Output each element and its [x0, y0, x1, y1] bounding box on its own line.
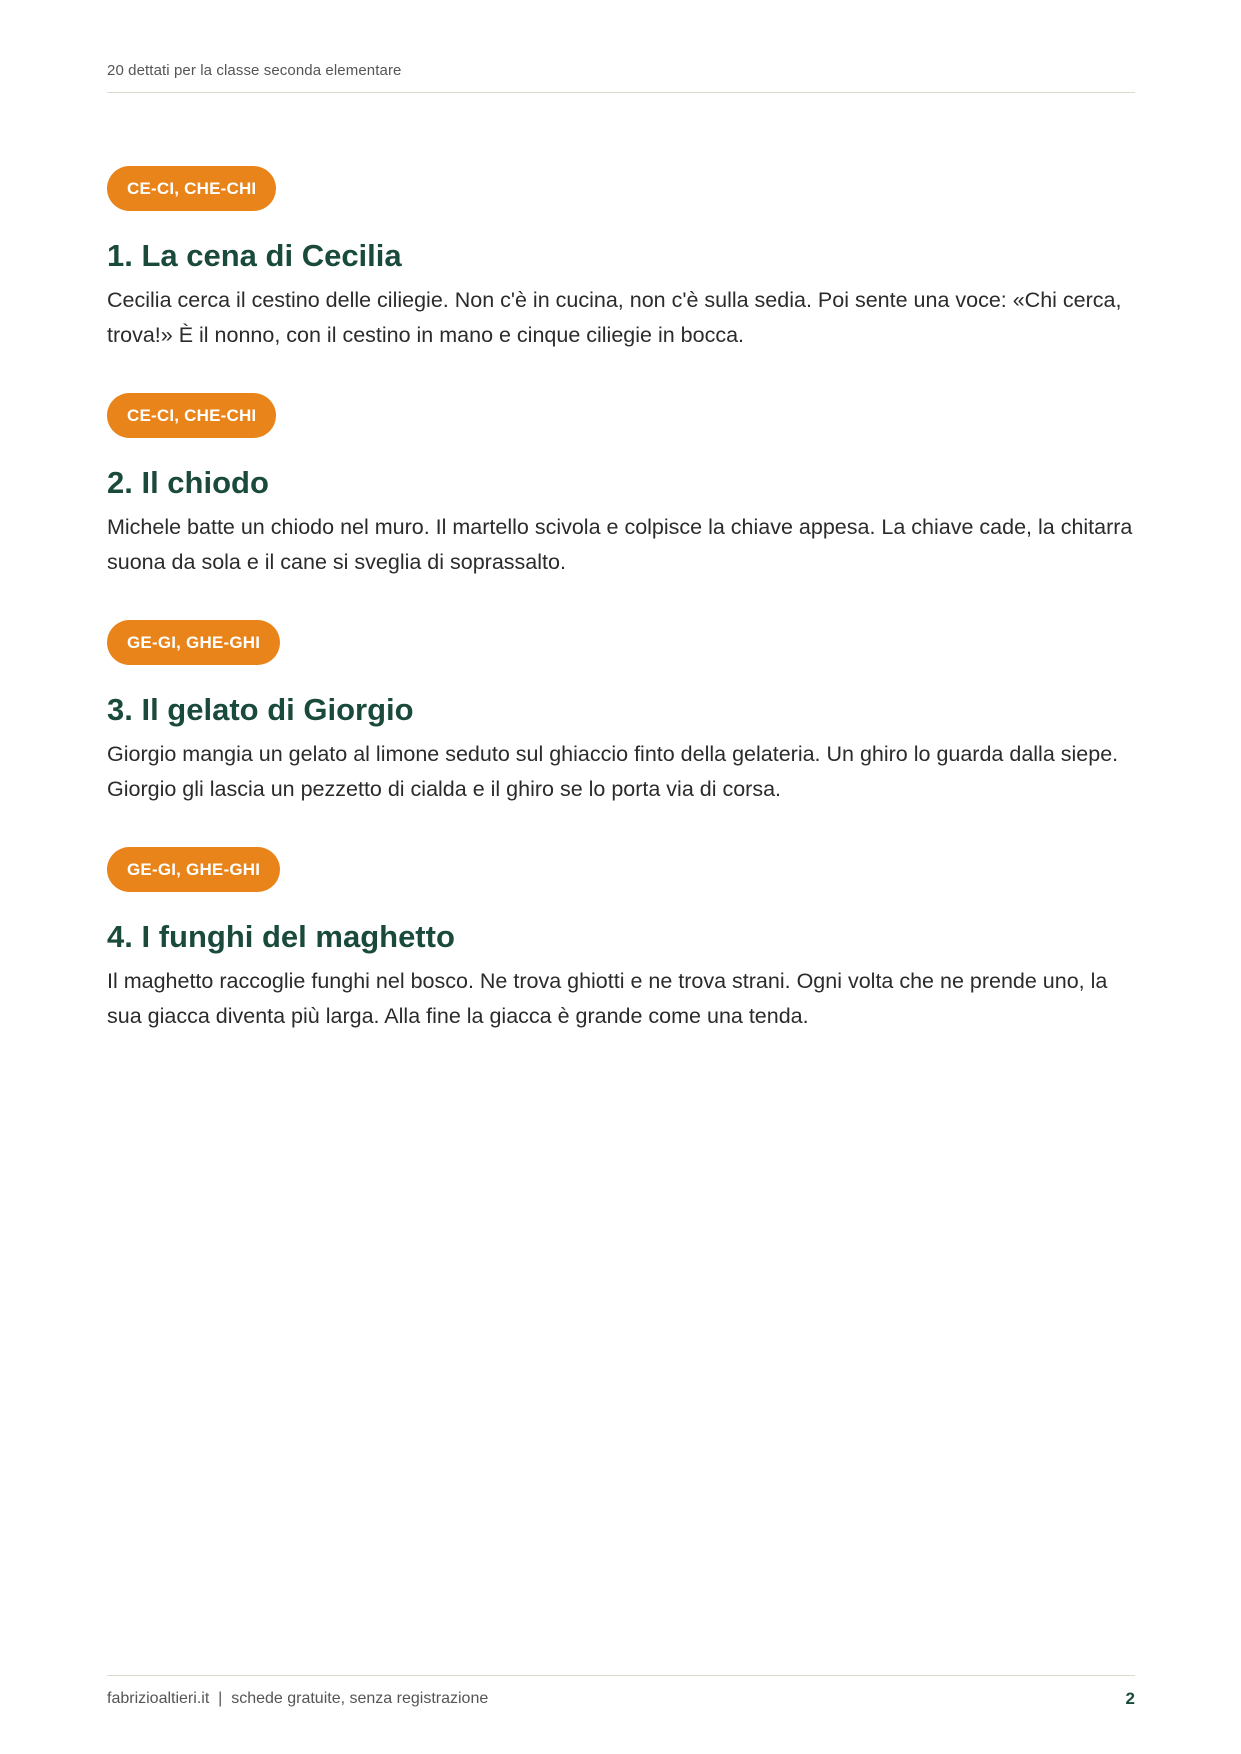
section-text: Giorgio mangia un gelato al limone seduto sul ghiaccio finto della gelateria. Un ghiro lo guarda dalla siepe. Giorgio gli lascia un pezzetto di cialda e il ghiro se lo porta via di corsa.	[107, 742, 1119, 802]
topic-tag: GE-GI, GHE-GHI	[107, 847, 280, 892]
page-header	[107, 62, 1135, 93]
section-title: 2. Il chiodo	[107, 465, 269, 501]
section-text: Cecilia cerca il cestino delle ciliegie. Non c'è in cucina, non c'è sulla sedia. Poi sente una voce: «Chi cerca, trova!» È il nonno, con il cestino in mano e cinque ciliegie in bocca.	[107, 288, 1122, 348]
section-text: Michele batte un chiodo nel muro. Il martello scivola e colpisce la chiave appesa. La chiave cade, la chitarra suona da sola e il cane si sveglia di soprassalto.	[107, 515, 1133, 575]
section-title: 3. Il gelato di Giorgio	[107, 692, 414, 728]
dictation-section	[107, 847, 1137, 1034]
page-footer	[107, 1675, 1135, 1716]
section-title: 4. I funghi del maghetto	[107, 919, 455, 955]
dictation-section	[107, 620, 1137, 807]
topic-tag: CE-CI, CHE-CHI	[107, 393, 276, 438]
document-title: 20 dettati per la classe seconda elementare	[107, 62, 402, 79]
page-number: 2	[1125, 1689, 1135, 1708]
dictation-section	[107, 166, 1137, 353]
main-content	[107, 166, 1137, 1074]
topic-tag: GE-GI, GHE-GHI	[107, 620, 280, 665]
section-text: Il maghetto raccoglie funghi nel bosco. Ne trova ghiotti e ne trova strani. Ogni volta che ne prende uno, la sua giacca diventa più larga. Alla fine la giacca è grande come una tenda.	[107, 969, 1108, 1029]
footer-text: fabrizioaltieri.it | schede gratuite, senza registrazione	[107, 1690, 489, 1707]
topic-tag: CE-CI, CHE-CHI	[107, 166, 276, 211]
section-title: 1. La cena di Cecilia	[107, 238, 402, 273]
dictation-section	[107, 393, 1137, 580]
